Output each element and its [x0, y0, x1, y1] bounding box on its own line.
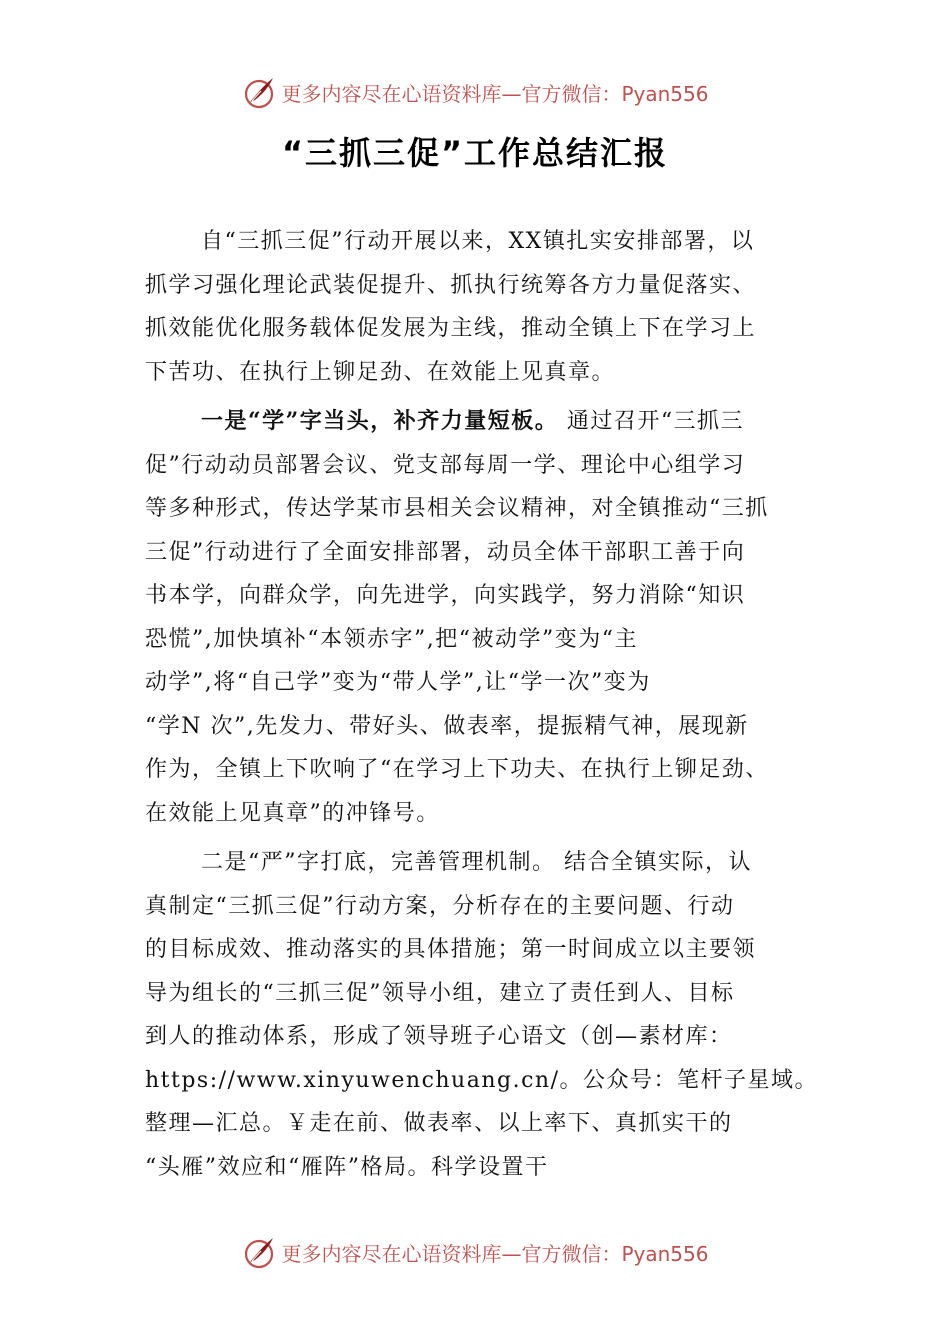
paragraph-1 — [145, 220, 810, 394]
section-heading: 一是“学”字当头，补齐力量短板。 — [201, 408, 559, 434]
text-line: 抓学习强化理论武装促提升、抓执行统筹各方力量促落实、 — [145, 272, 757, 298]
text-line: 抓效能优化服务载体促发展为主线，推动全镇上下在学习上 — [145, 316, 757, 341]
quill-pen-icon — [241, 1234, 277, 1270]
text-line: 等多种形式，传达学某市县相关会议精神，对全镇推动“三抓 — [145, 496, 769, 521]
text-line: 二是“严”字打底，完善管理机制。 结合全镇实际，认 — [201, 850, 752, 875]
text-line: 三促”行动进行了全面安排部署，动员全体干部职工善于向 — [145, 539, 746, 565]
text-line: “头雁”效应和“雁阵”格局。科学设置干 — [145, 1154, 549, 1180]
paragraph-2 — [145, 400, 810, 835]
text-line: 整理—汇总。￥走在前、做表率、以上率下、真抓实干的 — [145, 1111, 733, 1136]
text-line: 在效能上见真章”的冲锋号。 — [145, 800, 440, 826]
document-body — [145, 220, 818, 1189]
text-line: 真制定“三抓三促”行动方案，分析存在的主要问题、行动 — [145, 893, 735, 919]
text-line: 下苦功、在执行上铆足劲、在效能上见真章。 — [145, 359, 616, 385]
text-line: 恐慌”,加快填补“本领赤字”,把“被动学”变为“主 — [145, 626, 638, 652]
banner-text: 更多内容尽在心语资料库—官方微信：Pyan556 — [281, 81, 709, 106]
text-span: 通过召开“三抓三 — [566, 409, 745, 434]
text-line: 动学”,将“自己学”变为“带人学”,让“学一次”变为 — [145, 670, 651, 695]
text-line — [145, 400, 810, 444]
footer-banner — [0, 1232, 950, 1272]
document-title: “三抓三促”工作总结汇报 — [281, 134, 669, 172]
paragraph-3 — [145, 841, 818, 1189]
text-line: 到人的推动体系，形成了领导班子心语文（创—素材库： — [145, 1024, 733, 1049]
text-line: 促”行动动员部署会议、党支部每周一学、理论中心组学习 — [145, 452, 746, 478]
text-line: 作为，全镇上下吹响了“在学习上下功夫、在执行上铆足劲、 — [145, 757, 769, 782]
text-line: 导为组长的“三抓三促”领导小组，建立了责任到人、目标 — [145, 980, 735, 1006]
text-line: “学N 次”,先发力、带好头、做表率，提振精气神，展现新 — [145, 713, 749, 739]
banner-text: 更多内容尽在心语资料库—官方微信：Pyan556 — [281, 1241, 709, 1266]
text-line: 书本学，向群众学，向先进学，向实践学，努力消除“知识 — [145, 583, 746, 608]
header-banner — [0, 72, 950, 112]
quill-pen-icon — [241, 74, 277, 110]
text-line: https://www.xinyuwenchuang.cn/。公众号：笔杆子星域。 — [145, 1067, 818, 1093]
text-line: 自“三抓三促”行动开展以来，XX镇扎实安排部署，以 — [201, 229, 755, 254]
text-line: 的目标成效、推动落实的具体措施；第一时间成立以主要领 — [145, 937, 757, 962]
